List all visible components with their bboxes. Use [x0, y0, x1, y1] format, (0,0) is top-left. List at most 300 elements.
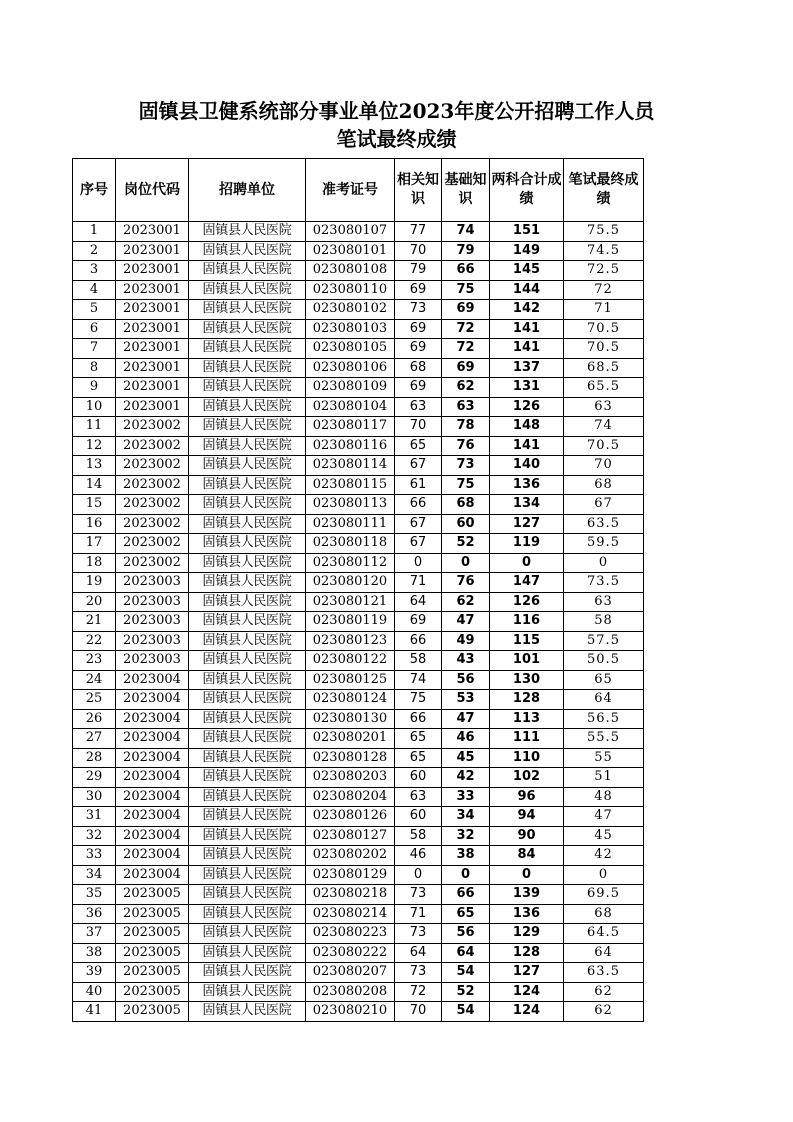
cell-subject1: 70 — [395, 1002, 442, 1022]
table-row — [73, 690, 644, 710]
cell-seq: 33 — [73, 846, 116, 866]
cell-unit: 固镇县人民医院 — [189, 261, 306, 281]
cell-exam-no: 023080208 — [306, 982, 395, 1002]
cell-final: 72 — [564, 280, 644, 300]
cell-post-code: 2023001 — [116, 319, 189, 339]
cell-final: 68 — [564, 904, 644, 924]
table-row — [73, 807, 644, 827]
cell-seq: 32 — [73, 826, 116, 846]
cell-post-code: 2023003 — [116, 631, 189, 651]
cell-subject1: 69 — [395, 378, 442, 398]
cell-total: 128 — [490, 943, 564, 963]
cell-post-code: 2023004 — [116, 846, 189, 866]
cell-subject2: 32 — [442, 826, 490, 846]
table-body — [73, 222, 644, 1022]
cell-total: 144 — [490, 280, 564, 300]
table-row — [73, 1002, 644, 1022]
cell-exam-no: 023080107 — [306, 222, 395, 242]
cell-seq: 25 — [73, 690, 116, 710]
cell-subject2: 62 — [442, 592, 490, 612]
cell-final: 63 — [564, 592, 644, 612]
table-row — [73, 261, 644, 281]
cell-exam-no: 023080222 — [306, 943, 395, 963]
cell-post-code: 2023004 — [116, 826, 189, 846]
cell-unit: 固镇县人民医院 — [189, 319, 306, 339]
cell-total: 129 — [490, 924, 564, 944]
cell-exam-no: 023080118 — [306, 534, 395, 554]
cell-post-code: 2023004 — [116, 807, 189, 827]
cell-final: 71 — [564, 300, 644, 320]
cell-final: 57.5 — [564, 631, 644, 651]
cell-subject1: 0 — [395, 865, 442, 885]
cell-total: 102 — [490, 768, 564, 788]
cell-exam-no: 023080223 — [306, 924, 395, 944]
cell-unit: 固镇县人民医院 — [189, 280, 306, 300]
cell-exam-no: 023080121 — [306, 592, 395, 612]
cell-subject2: 54 — [442, 1002, 490, 1022]
cell-unit: 固镇县人民医院 — [189, 339, 306, 359]
cell-post-code: 2023005 — [116, 1002, 189, 1022]
cell-unit: 固镇县人民医院 — [189, 456, 306, 476]
cell-exam-no: 023080126 — [306, 807, 395, 827]
cell-unit: 固镇县人民医院 — [189, 436, 306, 456]
cell-total: 130 — [490, 670, 564, 690]
cell-total: 101 — [490, 651, 564, 671]
cell-post-code: 2023002 — [116, 495, 189, 515]
cell-exam-no: 023080214 — [306, 904, 395, 924]
cell-subject1: 77 — [395, 222, 442, 242]
cell-exam-no: 023080207 — [306, 963, 395, 983]
cell-subject2: 52 — [442, 534, 490, 554]
cell-final: 50.5 — [564, 651, 644, 671]
cell-seq: 14 — [73, 475, 116, 495]
page-subtitle: 笔试最终成绩 — [336, 127, 457, 151]
cell-final: 65.5 — [564, 378, 644, 398]
cell-subject2: 79 — [442, 241, 490, 261]
cell-subject1: 67 — [395, 514, 442, 534]
cell-subject1: 61 — [395, 475, 442, 495]
cell-exam-no: 023080114 — [306, 456, 395, 476]
cell-post-code: 2023001 — [116, 358, 189, 378]
cell-seq: 2 — [73, 241, 116, 261]
cell-seq: 18 — [73, 553, 116, 573]
cell-seq: 6 — [73, 319, 116, 339]
cell-subject1: 69 — [395, 280, 442, 300]
cell-subject1: 64 — [395, 943, 442, 963]
cell-seq: 31 — [73, 807, 116, 827]
cell-total: 124 — [490, 982, 564, 1002]
cell-seq: 40 — [73, 982, 116, 1002]
cell-unit: 固镇县人民医院 — [189, 885, 306, 905]
table-row — [73, 709, 644, 729]
cell-subject1: 58 — [395, 651, 442, 671]
cell-subject2: 66 — [442, 261, 490, 281]
cell-subject2: 47 — [442, 709, 490, 729]
cell-exam-no: 023080210 — [306, 1002, 395, 1022]
cell-final: 55 — [564, 748, 644, 768]
cell-total: 124 — [490, 1002, 564, 1022]
cell-total: 113 — [490, 709, 564, 729]
cell-post-code: 2023005 — [116, 963, 189, 983]
cell-subject1: 73 — [395, 924, 442, 944]
cell-seq: 29 — [73, 768, 116, 788]
cell-subject2: 63 — [442, 397, 490, 417]
cell-subject1: 65 — [395, 436, 442, 456]
cell-post-code: 2023004 — [116, 787, 189, 807]
cell-exam-no: 023080128 — [306, 748, 395, 768]
cell-unit: 固镇县人民医院 — [189, 358, 306, 378]
table-row — [73, 378, 644, 398]
cell-post-code: 2023005 — [116, 943, 189, 963]
cell-subject2: 45 — [442, 748, 490, 768]
cell-exam-no: 023080127 — [306, 826, 395, 846]
cell-exam-no: 023080106 — [306, 358, 395, 378]
table-row — [73, 924, 644, 944]
cell-total: 0 — [490, 865, 564, 885]
cell-exam-no: 023080120 — [306, 573, 395, 593]
cell-unit: 固镇县人民医院 — [189, 924, 306, 944]
cell-post-code: 2023005 — [116, 924, 189, 944]
cell-exam-no: 023080116 — [306, 436, 395, 456]
cell-seq: 3 — [73, 261, 116, 281]
header-unit: 招聘单位 — [189, 159, 306, 222]
cell-unit: 固镇县人民医院 — [189, 397, 306, 417]
cell-total: 90 — [490, 826, 564, 846]
table-row — [73, 826, 644, 846]
cell-final: 67 — [564, 495, 644, 515]
cell-unit: 固镇县人民医院 — [189, 592, 306, 612]
cell-unit: 固镇县人民医院 — [189, 690, 306, 710]
score-table — [72, 158, 644, 1022]
cell-unit: 固镇县人民医院 — [189, 495, 306, 515]
cell-subject1: 65 — [395, 729, 442, 749]
cell-exam-no: 023080115 — [306, 475, 395, 495]
cell-final: 47 — [564, 807, 644, 827]
cell-total: 140 — [490, 456, 564, 476]
cell-post-code: 2023002 — [116, 475, 189, 495]
cell-subject1: 0 — [395, 553, 442, 573]
cell-post-code: 2023003 — [116, 612, 189, 632]
cell-post-code: 2023001 — [116, 397, 189, 417]
cell-total: 96 — [490, 787, 564, 807]
cell-post-code: 2023003 — [116, 592, 189, 612]
cell-exam-no: 023080117 — [306, 417, 395, 437]
cell-final: 63.5 — [564, 514, 644, 534]
cell-seq: 23 — [73, 651, 116, 671]
cell-unit: 固镇县人民医院 — [189, 670, 306, 690]
table-row — [73, 748, 644, 768]
cell-total: 115 — [490, 631, 564, 651]
cell-seq: 17 — [73, 534, 116, 554]
cell-subject2: 68 — [442, 495, 490, 515]
cell-seq: 13 — [73, 456, 116, 476]
header-post-code: 岗位代码 — [116, 159, 189, 222]
cell-subject1: 74 — [395, 670, 442, 690]
cell-exam-no: 023080203 — [306, 768, 395, 788]
cell-final: 64 — [564, 943, 644, 963]
table-row — [73, 436, 644, 456]
cell-post-code: 2023005 — [116, 982, 189, 1002]
cell-seq: 9 — [73, 378, 116, 398]
cell-subject1: 64 — [395, 592, 442, 612]
header-exam-no: 准考证号 — [306, 159, 395, 222]
cell-subject1: 70 — [395, 241, 442, 261]
cell-final: 63 — [564, 397, 644, 417]
cell-subject2: 65 — [442, 904, 490, 924]
cell-total: 0 — [490, 553, 564, 573]
cell-final: 75.5 — [564, 222, 644, 242]
cell-total: 111 — [490, 729, 564, 749]
cell-total: 145 — [490, 261, 564, 281]
cell-final: 73.5 — [564, 573, 644, 593]
table-row — [73, 768, 644, 788]
cell-seq: 39 — [73, 963, 116, 983]
cell-seq: 37 — [73, 924, 116, 944]
table-row — [73, 475, 644, 495]
table-row — [73, 280, 644, 300]
cell-unit: 固镇县人民医院 — [189, 553, 306, 573]
cell-subject1: 46 — [395, 846, 442, 866]
cell-post-code: 2023005 — [116, 904, 189, 924]
cell-unit: 固镇县人民医院 — [189, 1002, 306, 1022]
cell-unit: 固镇县人民医院 — [189, 300, 306, 320]
cell-exam-no: 023080204 — [306, 787, 395, 807]
cell-exam-no: 023080111 — [306, 514, 395, 534]
cell-final: 70 — [564, 456, 644, 476]
cell-total: 119 — [490, 534, 564, 554]
cell-post-code: 2023002 — [116, 514, 189, 534]
cell-seq: 41 — [73, 1002, 116, 1022]
cell-total: 116 — [490, 612, 564, 632]
cell-final: 56.5 — [564, 709, 644, 729]
cell-exam-no: 023080201 — [306, 729, 395, 749]
cell-unit: 固镇县人民医院 — [189, 709, 306, 729]
cell-final: 64.5 — [564, 924, 644, 944]
cell-exam-no: 023080103 — [306, 319, 395, 339]
cell-subject1: 72 — [395, 982, 442, 1002]
table-row — [73, 612, 644, 632]
cell-exam-no: 023080101 — [306, 241, 395, 261]
header-final: 笔试最终成绩 — [564, 159, 644, 222]
cell-final: 62 — [564, 1002, 644, 1022]
cell-exam-no: 023080124 — [306, 690, 395, 710]
cell-unit: 固镇县人民医院 — [189, 846, 306, 866]
cell-subject2: 72 — [442, 339, 490, 359]
cell-total: 148 — [490, 417, 564, 437]
cell-seq: 16 — [73, 514, 116, 534]
cell-seq: 28 — [73, 748, 116, 768]
cell-subject2: 38 — [442, 846, 490, 866]
cell-unit: 固镇县人民医院 — [189, 943, 306, 963]
cell-subject1: 66 — [395, 709, 442, 729]
cell-final: 59.5 — [564, 534, 644, 554]
cell-subject2: 74 — [442, 222, 490, 242]
cell-total: 136 — [490, 475, 564, 495]
cell-seq: 1 — [73, 222, 116, 242]
cell-final: 68 — [564, 475, 644, 495]
table-row — [73, 339, 644, 359]
cell-final: 68.5 — [564, 358, 644, 378]
cell-final: 62 — [564, 982, 644, 1002]
cell-subject1: 67 — [395, 456, 442, 476]
cell-subject1: 66 — [395, 631, 442, 651]
cell-post-code: 2023004 — [116, 709, 189, 729]
cell-final: 64 — [564, 690, 644, 710]
table-row — [73, 729, 644, 749]
cell-subject1: 67 — [395, 534, 442, 554]
cell-exam-no: 023080218 — [306, 885, 395, 905]
cell-seq: 22 — [73, 631, 116, 651]
cell-unit: 固镇县人民医院 — [189, 612, 306, 632]
cell-total: 126 — [490, 592, 564, 612]
cell-subject2: 64 — [442, 943, 490, 963]
cell-subject2: 43 — [442, 651, 490, 671]
cell-final: 70.5 — [564, 339, 644, 359]
cell-unit: 固镇县人民医院 — [189, 534, 306, 554]
cell-post-code: 2023003 — [116, 651, 189, 671]
cell-final: 70.5 — [564, 319, 644, 339]
cell-subject2: 69 — [442, 300, 490, 320]
cell-unit: 固镇县人民医院 — [189, 904, 306, 924]
cell-seq: 21 — [73, 612, 116, 632]
cell-post-code: 2023001 — [116, 300, 189, 320]
cell-subject2: 75 — [442, 280, 490, 300]
cell-total: 141 — [490, 319, 564, 339]
table-row — [73, 885, 644, 905]
table-row — [73, 397, 644, 417]
cell-seq: 34 — [73, 865, 116, 885]
cell-subject1: 66 — [395, 495, 442, 515]
cell-unit: 固镇县人民医院 — [189, 729, 306, 749]
cell-final: 55.5 — [564, 729, 644, 749]
cell-seq: 11 — [73, 417, 116, 437]
cell-unit: 固镇县人民医院 — [189, 241, 306, 261]
cell-post-code: 2023003 — [116, 573, 189, 593]
cell-seq: 10 — [73, 397, 116, 417]
cell-exam-no: 023080112 — [306, 553, 395, 573]
cell-unit: 固镇县人民医院 — [189, 631, 306, 651]
cell-subject1: 60 — [395, 807, 442, 827]
cell-subject1: 60 — [395, 768, 442, 788]
cell-post-code: 2023004 — [116, 690, 189, 710]
table-row — [73, 787, 644, 807]
cell-unit: 固镇县人民医院 — [189, 768, 306, 788]
cell-subject1: 71 — [395, 904, 442, 924]
cell-total: 137 — [490, 358, 564, 378]
cell-seq: 4 — [73, 280, 116, 300]
cell-subject2: 49 — [442, 631, 490, 651]
cell-final: 63.5 — [564, 963, 644, 983]
cell-subject2: 56 — [442, 670, 490, 690]
cell-seq: 20 — [73, 592, 116, 612]
cell-total: 151 — [490, 222, 564, 242]
cell-unit: 固镇县人民医院 — [189, 573, 306, 593]
cell-post-code: 2023005 — [116, 885, 189, 905]
cell-post-code: 2023001 — [116, 280, 189, 300]
cell-final: 0 — [564, 865, 644, 885]
cell-final: 42 — [564, 846, 644, 866]
cell-subject2: 60 — [442, 514, 490, 534]
cell-final: 70.5 — [564, 436, 644, 456]
cell-exam-no: 023080104 — [306, 397, 395, 417]
cell-post-code: 2023001 — [116, 339, 189, 359]
table-row — [73, 670, 644, 690]
table-row — [73, 904, 644, 924]
cell-total: 127 — [490, 963, 564, 983]
cell-subject1: 68 — [395, 358, 442, 378]
cell-subject2: 53 — [442, 690, 490, 710]
cell-unit: 固镇县人民医院 — [189, 963, 306, 983]
cell-post-code: 2023001 — [116, 222, 189, 242]
cell-subject1: 73 — [395, 963, 442, 983]
cell-unit: 固镇县人民医院 — [189, 514, 306, 534]
table-row — [73, 592, 644, 612]
cell-total: 141 — [490, 436, 564, 456]
cell-seq: 36 — [73, 904, 116, 924]
cell-total: 147 — [490, 573, 564, 593]
page-title: 固镇县卫健系统部分事业单位2023年度公开招聘工作人员 — [138, 99, 655, 123]
cell-seq: 15 — [73, 495, 116, 515]
cell-exam-no: 023080123 — [306, 631, 395, 651]
cell-subject1: 69 — [395, 612, 442, 632]
cell-total: 110 — [490, 748, 564, 768]
cell-subject1: 69 — [395, 319, 442, 339]
cell-unit: 固镇县人民医院 — [189, 378, 306, 398]
cell-subject2: 47 — [442, 612, 490, 632]
cell-total: 94 — [490, 807, 564, 827]
table-row — [73, 514, 644, 534]
cell-unit: 固镇县人民医院 — [189, 748, 306, 768]
cell-subject1: 75 — [395, 690, 442, 710]
cell-seq: 24 — [73, 670, 116, 690]
table-row — [73, 846, 644, 866]
table-row — [73, 631, 644, 651]
cell-subject1: 73 — [395, 300, 442, 320]
cell-final: 74.5 — [564, 241, 644, 261]
table-row — [73, 495, 644, 515]
cell-subject2: 73 — [442, 456, 490, 476]
cell-subject1: 58 — [395, 826, 442, 846]
header-subject1: 相关知识 — [395, 159, 442, 222]
table-row — [73, 456, 644, 476]
cell-final: 72.5 — [564, 261, 644, 281]
cell-final: 65 — [564, 670, 644, 690]
cell-final: 45 — [564, 826, 644, 846]
cell-total: 134 — [490, 495, 564, 515]
cell-subject1: 70 — [395, 417, 442, 437]
cell-unit: 固镇县人民医院 — [189, 807, 306, 827]
cell-post-code: 2023002 — [116, 417, 189, 437]
cell-subject2: 33 — [442, 787, 490, 807]
cell-subject2: 56 — [442, 924, 490, 944]
cell-subject2: 72 — [442, 319, 490, 339]
cell-post-code: 2023004 — [116, 768, 189, 788]
cell-seq: 27 — [73, 729, 116, 749]
cell-subject1: 65 — [395, 748, 442, 768]
cell-seq: 38 — [73, 943, 116, 963]
table-row — [73, 319, 644, 339]
cell-unit: 固镇县人民医院 — [189, 865, 306, 885]
cell-post-code: 2023004 — [116, 670, 189, 690]
cell-exam-no: 023080105 — [306, 339, 395, 359]
table-row — [73, 651, 644, 671]
cell-total: 141 — [490, 339, 564, 359]
cell-subject2: 0 — [442, 553, 490, 573]
cell-final: 51 — [564, 768, 644, 788]
table-row — [73, 943, 644, 963]
cell-subject1: 63 — [395, 397, 442, 417]
cell-seq: 26 — [73, 709, 116, 729]
